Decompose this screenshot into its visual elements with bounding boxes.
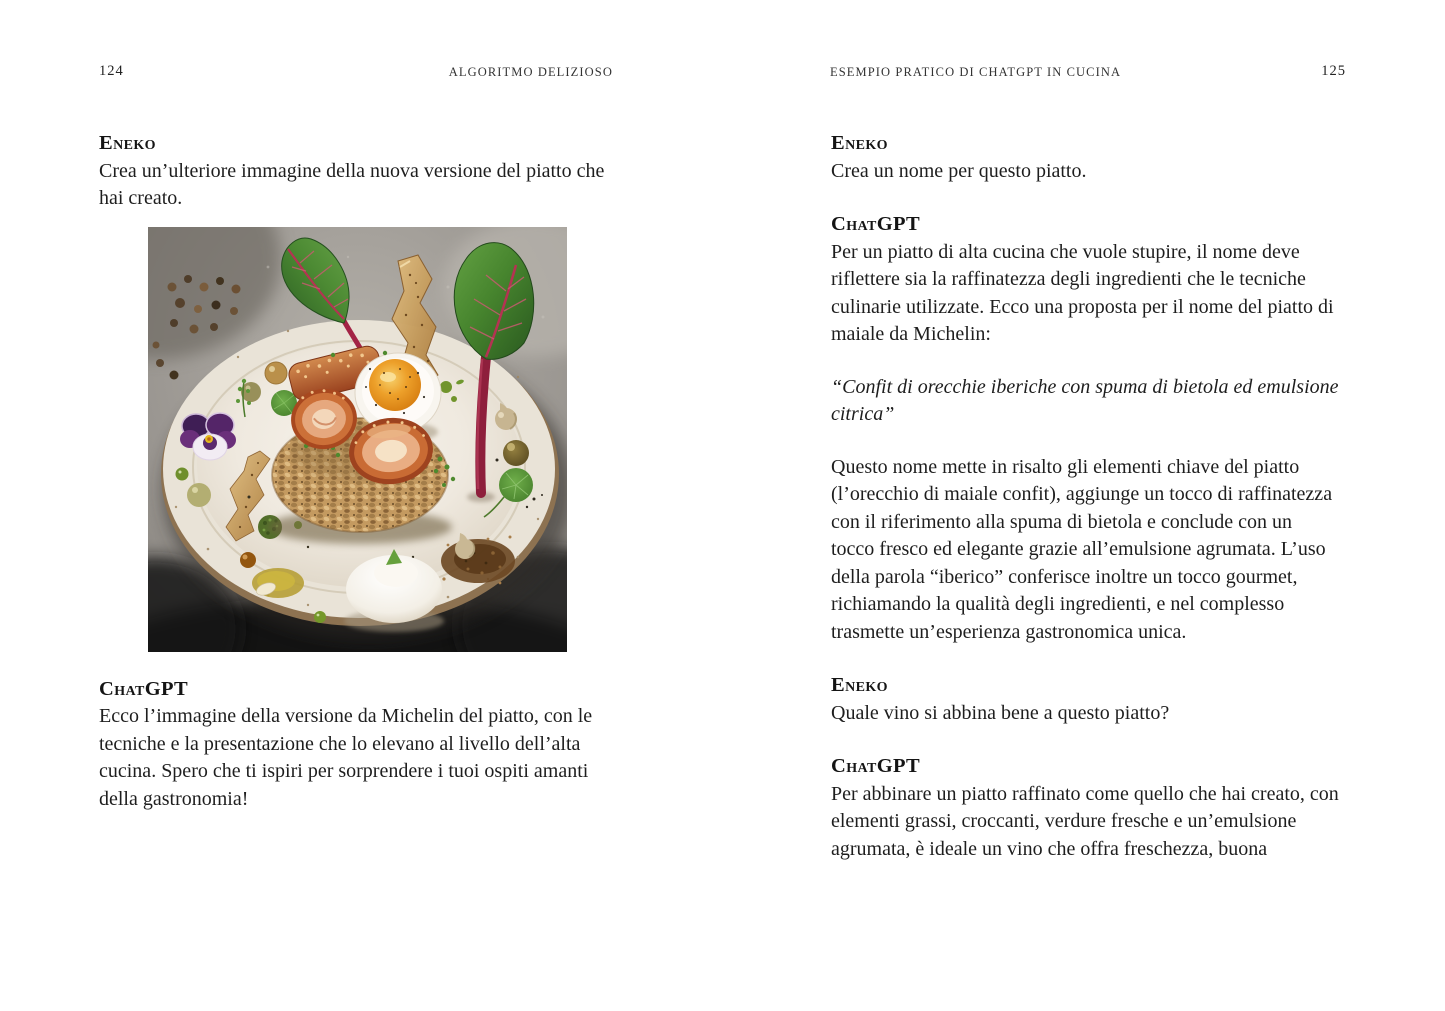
eneko-wine-prompt: Quale vino si abbina bene a questo piatto? — [831, 701, 1170, 724]
speaker-label-eneko: Eneko — [831, 132, 888, 154]
dish-photo — [148, 227, 567, 652]
speaker-label-chatgpt: ChatGPT — [99, 677, 189, 700]
chatgpt-name-explanation: Questo nome mette in risalto gli elementi chiave del piatto (l’orecchio di maiale confit), aggiunge un tocco di raffinatezza con il riferimento alla spuma di bietola e conclude con un tocco fresco ed elegante grazie all’emulsione agrumata. L’uso della parola “iberico” conferisce inoltre un tocco gourmet, richiamando la qualità degli ingredienti, e nel complesso trasmette un’esperienza gastronomica unica. — [831, 455, 1333, 643]
chatgpt-reply-text: Ecco l’immagine della versione da Michelin del piatto, con le tecniche e la presentazione che lo elevano al livello dell’alta cucina. Spero che ti ispiri per sorprendere i tuoi ospiti amanti della gastronomia! — [99, 705, 593, 810]
eneko-prompt-text: Crea un’ulteriore immagine della nuova versione del piatto che hai creato. — [99, 159, 605, 209]
running-head-book-title: ALGORITMO DELIZIOSO — [448, 65, 613, 79]
message-eneko-left — [99, 130, 607, 213]
running-head-chapter-title: ESEMPIO PRATICO DI CHATGPT IN CUCINA — [830, 65, 1122, 79]
message-chatgpt-left — [99, 676, 607, 814]
page-number-left: 124 — [99, 63, 124, 79]
speaker-label-chatgpt: ChatGPT — [831, 755, 921, 777]
speaker-label-chatgpt: ChatGPT — [831, 213, 921, 235]
message-chatgpt-name-proposal — [831, 211, 1339, 646]
chatgpt-wine-reply-text: Per abbinare un piatto raffinato come quello che hai creato, con elementi grassi, croccanti, verdure fresche e un’emulsione agrumata, è ideale un vino che offra freschezza, buona — [831, 782, 1339, 860]
message-eneko-name-request — [831, 130, 1339, 185]
eneko-name-prompt: Crea un nome per questo piatto. — [831, 159, 1087, 182]
text-column-left — [99, 130, 607, 839]
text-column-right — [831, 130, 1339, 889]
dish-name-quote: “Confit di orecchie iberiche con spuma di bietola ed emulsione citrica” — [831, 375, 1339, 425]
message-chatgpt-wine-reply — [831, 753, 1339, 863]
message-eneko-wine-question — [831, 672, 1339, 727]
speaker-label-eneko: Eneko — [99, 132, 156, 154]
speaker-label-eneko: Eneko — [831, 674, 888, 696]
page-number-right: 125 — [1321, 63, 1346, 79]
oil-pool — [252, 568, 304, 598]
chatgpt-name-intro: Per un piatto di alta cucina che vuole stupire, il nome deve riflettere sia la raffinatezza degli ingredienti che le tecniche culinarie utilizzate. Ecco una proposta per il nome del piatto di maiale da Michelin: — [831, 240, 1334, 345]
